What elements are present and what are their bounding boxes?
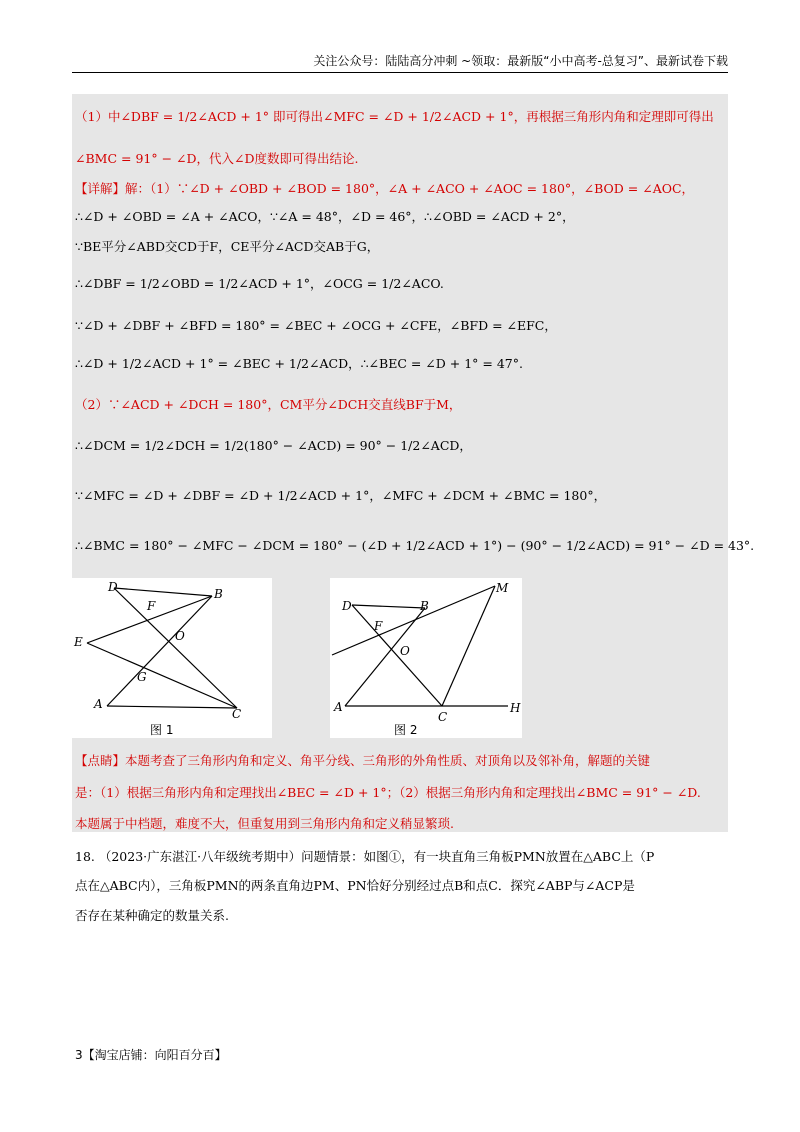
solution-line: ∴∠D + 1/2∠ACD + 1° = ∠BEC + 1/2∠ACD，∴∠BEC = ∠D + 1° = 47°. (75, 356, 523, 371)
comment-line: 本题属于中档题，难度不大，但重复用到三角形内角和定义稍显繁琐. (75, 816, 454, 831)
solution-line: ∵∠D + ∠DBF + ∠BFD = 180° = ∠BEC + ∠OCG + ∠CFE，∠BFD = ∠EFC， (75, 318, 557, 333)
page-footer: 3【淘宝店铺：向阳百分百】 (75, 1048, 227, 1062)
page-header (72, 50, 728, 73)
comment-line: 是：（1）根据三角形内角和定理找出∠BEC = ∠D + 1°；（2）根据三角形内角和定理找出∠BMC = 91° − ∠D. (75, 785, 701, 800)
label-A: A (94, 697, 103, 711)
label-O: O (175, 629, 185, 643)
solution-line: ∴∠DCM = 1/2∠DCH = 1/2(180° − ∠ACD) = 90° − 1/2∠ACD， (75, 438, 472, 453)
solution-line: （1）中∠DBF = 1/2∠ACD + 1° 即可得出∠MFC = ∠D + 1/2∠ACD + 1°，再根据三角形内角和定理即可得出 (75, 109, 714, 124)
label-G: G (137, 670, 147, 684)
solution-line: （2）∵∠ACD + ∠DCH = 180°，CM平分∠DCH交直线BF于M， (75, 397, 462, 412)
label-C: C (438, 710, 448, 724)
label-O: O (400, 644, 410, 658)
label-D: D (342, 599, 352, 613)
figure-2 (330, 578, 522, 738)
label-B: B (214, 587, 223, 601)
figure-1 (72, 578, 272, 738)
comment-line: 【点睛】本题考查了三角形内角和定义、角平分线、三角形的外角性质、对顶角以及邻补角，解题的关键 (75, 753, 651, 768)
figure-2-caption: 图 2 (394, 723, 418, 737)
label-D: D (108, 580, 118, 594)
label-H: H (510, 701, 521, 715)
label-E: E (74, 635, 83, 649)
header-text: 关注公众号：陆陆高分冲刺 ~领取：最新版“小中高考-总复习”、最新试卷下载 (313, 54, 728, 68)
label-A: A (334, 700, 343, 714)
label-C: C (232, 707, 242, 721)
label-M: M (496, 581, 509, 595)
figure-1-caption: 图 1 (150, 723, 174, 737)
problem-line: 18. （2023·广东湛江·八年级统考期中）问题情景：如图①，有一块直角三角板PMN放置在△ABC上（P (75, 849, 655, 864)
solution-line: ∴∠D + ∠OBD = ∠A + ∠ACO，∵∠A = 48°，∠D = 46°，∴∠OBD = ∠ACD + 2°， (75, 209, 575, 224)
solution-line: ∵∠MFC = ∠D + ∠DBF = ∠D + 1/2∠ACD + 1°，∠MFC + ∠DCM + ∠BMC = 180°， (75, 488, 607, 503)
problem-line: 否存在某种确定的数量关系. (75, 908, 229, 923)
solution-line: ∵BE平分∠ABD交CD于F，CE平分∠ACD交AB于G， (75, 239, 380, 254)
label-F: F (147, 599, 156, 613)
solution-line: ∠BMC = 91° − ∠D，代入∠D度数即可得出结论. (75, 151, 359, 166)
solution-line: ∴∠BMC = 180° − ∠MFC − ∠DCM = 180° − (∠D + 1/2∠ACD + 1°) − (90° − 1/2∠ACD) = 91° − ∠D = 43°. (75, 538, 755, 553)
label-F: F (374, 619, 383, 633)
problem-line: 点在△ABC内），三角板PMN的两条直角边PM、PN恰好分别经过点B和点C．探究∠ABP与∠ACP是 (75, 878, 635, 893)
solution-line: 【详解】解：（1）∵∠D + ∠OBD + ∠BOD = 180°，∠A + ∠ACO + ∠AOC = 180°，∠BOD = ∠AOC， (75, 181, 695, 196)
label-B: B (420, 599, 429, 613)
solution-line: ∴∠DBF = 1/2∠OBD = 1/2∠ACD + 1°，∠OCG = 1/2∠ACO. (75, 276, 444, 291)
